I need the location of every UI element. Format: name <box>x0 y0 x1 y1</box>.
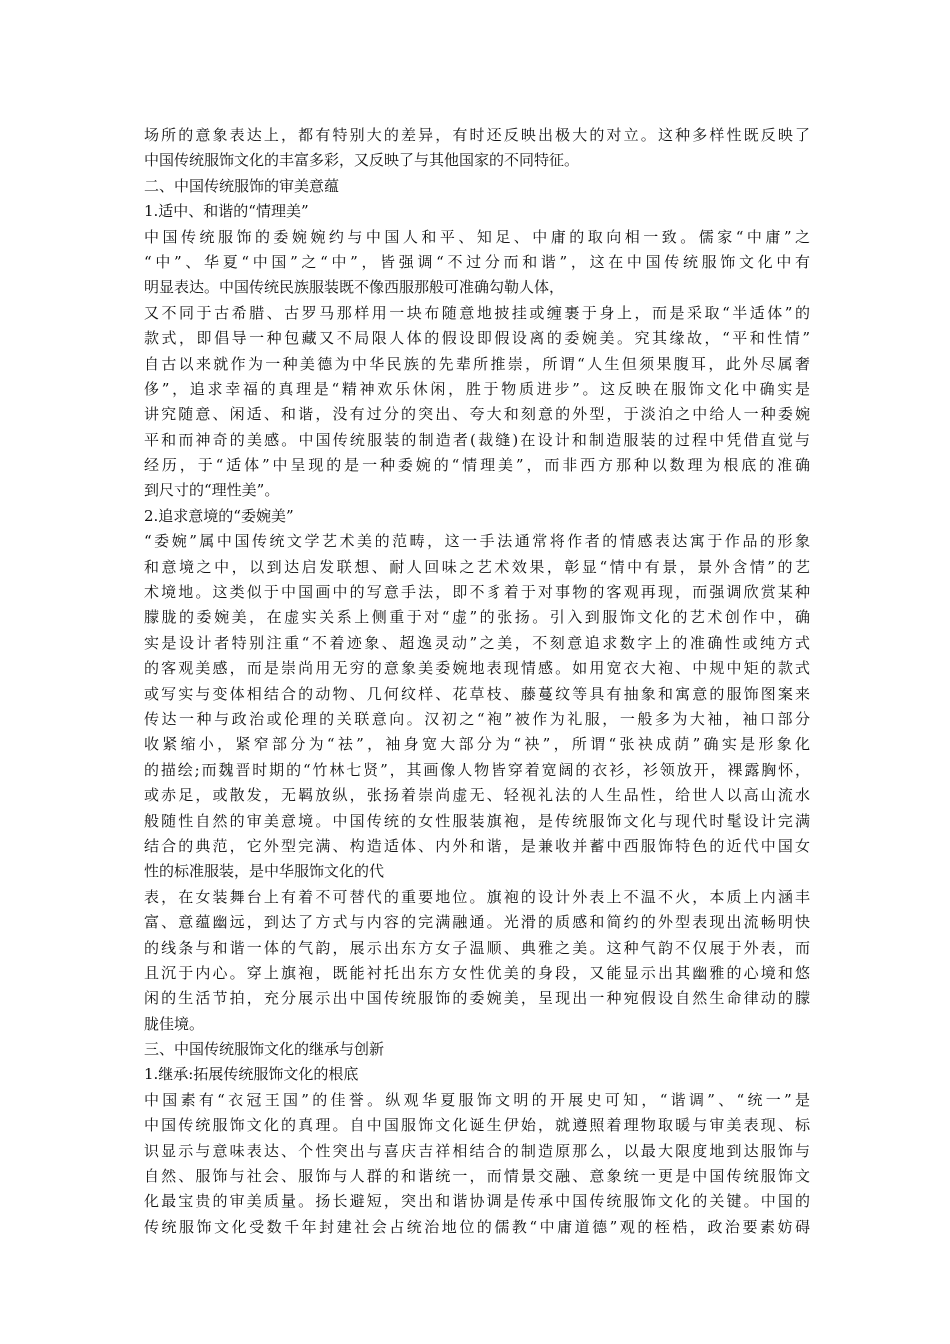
text-line: 表，在女装舞台上有着不可替代的重要地位。旗袍的设计外表上不温不火，本质上内涵丰 <box>144 887 810 906</box>
text-line: 又不同于古希腊、古罗马那样用一块布随意地披挂或缠裹于身上，而是采取“半适体”的 <box>144 303 810 322</box>
text-line: 中国素有“衣冠王国”的佳誉。纵观华夏服饰文明的开展史可知，“谐调”、“统一”是 <box>144 1090 810 1109</box>
subsection-heading: 2.追求意境的“委婉美” <box>144 506 294 525</box>
text-line: 性的标准服装，是中华服饰文化的代 <box>144 862 385 881</box>
text-line: 实是设计者特别注重“不着迹象、超逸灵动”之美，不刻意追求数字上的准确性或纯方式 <box>144 633 810 652</box>
text-line: 胧佳境。 <box>144 1014 205 1033</box>
text-line: 识显示与意味表达、个性突出与喜庆吉祥相结合的制造原那么，以最大限度地到达服饰与 <box>144 1141 810 1160</box>
text-line: 传统服饰文化受数千年封建社会占统治地位的儒教“中庸道德”观的桎梏，政治要素妨碍 <box>144 1217 810 1236</box>
text-line: 中国传统服饰文化的真理。自中国服饰文化诞生伊始，就遵照着理物取暖与审美表现、标 <box>144 1116 810 1135</box>
text-line: 和意境之中，以到达启发联想、耐人回味之艺术效果，彰显“情中有景，景外含情”的艺 <box>144 557 810 576</box>
text-line: 结合的典范，它外型完满、构造适体、内外和谐，是兼收并蓄中西服饰特色的近代中国女 <box>144 836 810 855</box>
text-line: 中国传统服饰文化的丰富多彩，又反映了与其他国家的不同特征。 <box>144 151 580 170</box>
text-line: 讲究随意、闲适、和谐，没有过分的突出、夸大和刻意的外型，于淡泊之中给人一种委婉 <box>144 405 810 424</box>
text-line: 自然、服饰与社会、服饰与人群的和谐统一，而情景交融、意象统一更是中国传统服饰文 <box>144 1167 810 1186</box>
text-line: 明显表达。中国传统民族服装既不像西服那般可准确勾勒人体， <box>144 278 565 297</box>
text-line: “中”、华夏“中国”之“中”，皆强调“不过分而和谐”，这在中国传统服饰文化中有 <box>144 252 810 271</box>
text-line: 平和而神奇的美感。中国传统服装的制造者(裁缝)在设计和制造服装的过程中凭借直觉与 <box>144 430 810 449</box>
text-line: 的描绘;而魏晋时期的“竹林七贤”，其画像人物皆穿着宽阔的衣衫，衫领放开，裸露胸怀， <box>144 760 810 779</box>
subsection-heading: 1.适中、和谐的“情理美” <box>144 202 309 221</box>
section-heading: 三、中国传统服饰文化的继承与创新 <box>144 1040 385 1059</box>
text-line: 收紧缩小，紧窄部分为“祛”，袖身宽大部分为“袂”，所谓“张袂成荫”确实是形象化 <box>144 735 810 754</box>
text-line: 款式，即倡导一种包藏又不局限人体的假设即假设离的委婉美。究其缘故，“平和性情” <box>144 329 810 348</box>
text-line: 般随性自然的审美意境。中国传统的女性服装旗袍，是传统服饰文化与现代时髦设计完满 <box>144 811 810 830</box>
text-line: 侈”，追求幸福的真理是“精神欢乐休闲，胜于物质进步”。这反映在服饰文化中确实是 <box>144 379 810 398</box>
text-line: 经历，于“适体”中呈现的是一种委婉的“情理美”，而非西方那种以数理为根底的准确 <box>144 456 810 475</box>
text-line: 到尺寸的“理性美”。 <box>144 481 280 500</box>
text-line: 传达一种与政治或伦理的关联意向。汉初之“袍”被作为礼服，一般多为大袖，袖口部分 <box>144 709 810 728</box>
text-line: 场所的意象表达上，都有特别大的差异，有时还反映出极大的对立。这种多样性既反映了 <box>144 126 810 144</box>
section-heading: 二、中国传统服饰的审美意蕴 <box>144 176 340 195</box>
text-line: 的客观美感，而是崇尚用无穷的意象美委婉地表现情感。如用宽衣大袍、中规中矩的款式 <box>144 659 810 678</box>
text-line: 富、意蕴幽远，到达了方式与内容的完满融通。光滑的质感和简约的外型表现出流畅明快 <box>144 913 810 932</box>
text-line: 或赤足，或散发，无羁放纵，张扬着崇尚虚无、轻视礼法的人生品性，给世人以高山流水 <box>144 786 810 805</box>
text-line: “委婉”属中国传统文学艺术美的范畴，这一手法通常将作者的情感表达寓于作品的形象 <box>144 532 810 551</box>
text-line: 闲的生活节拍，充分展示出中国传统服饰的委婉美，呈现出一种宛假设自然生命律动的朦 <box>144 989 810 1008</box>
text-line: 朦胧的委婉美，在虚实关系上侧重于对“虚”的张扬。引入到服饰文化的艺术创作中，确 <box>144 608 810 627</box>
subsection-heading: 1.继承:拓展传统服饰文化的根底 <box>144 1065 359 1084</box>
text-line: 术境地。这类似于中国画中的写意手法，即不豸着于对事物的客观再现，而强调欣赏某种 <box>144 583 810 602</box>
text-line: 的线条与和谐一体的气韵，展示出东方女子温顺、典雅之美。这种气韵不仅展于外表，而 <box>144 938 810 957</box>
text-line: 或写实与变体相结合的动物、几何纹样、花草枝、藤蔓纹等具有抽象和寓意的服饰图案来 <box>144 684 810 703</box>
text-line: 化最宝贵的审美质量。扬长避短，突出和谐协调是传承中国传统服饰文化的关键。中国的 <box>144 1192 810 1211</box>
text-line: 自古以来就作为一种美德为中华民族的先辈所推崇，所谓“人生但须果腹耳，此外尽属奢 <box>144 354 810 373</box>
text-line: 中国传统服饰的委婉婉约与中国人和平、知足、中庸的取向相一致。儒家“中庸”之 <box>144 227 810 246</box>
document-body <box>144 123 810 1240</box>
text-line: 且沉于内心。穿上旗袍，既能衬托出东方女性优美的身段，又能显示出其幽雅的心境和悠 <box>144 963 810 982</box>
